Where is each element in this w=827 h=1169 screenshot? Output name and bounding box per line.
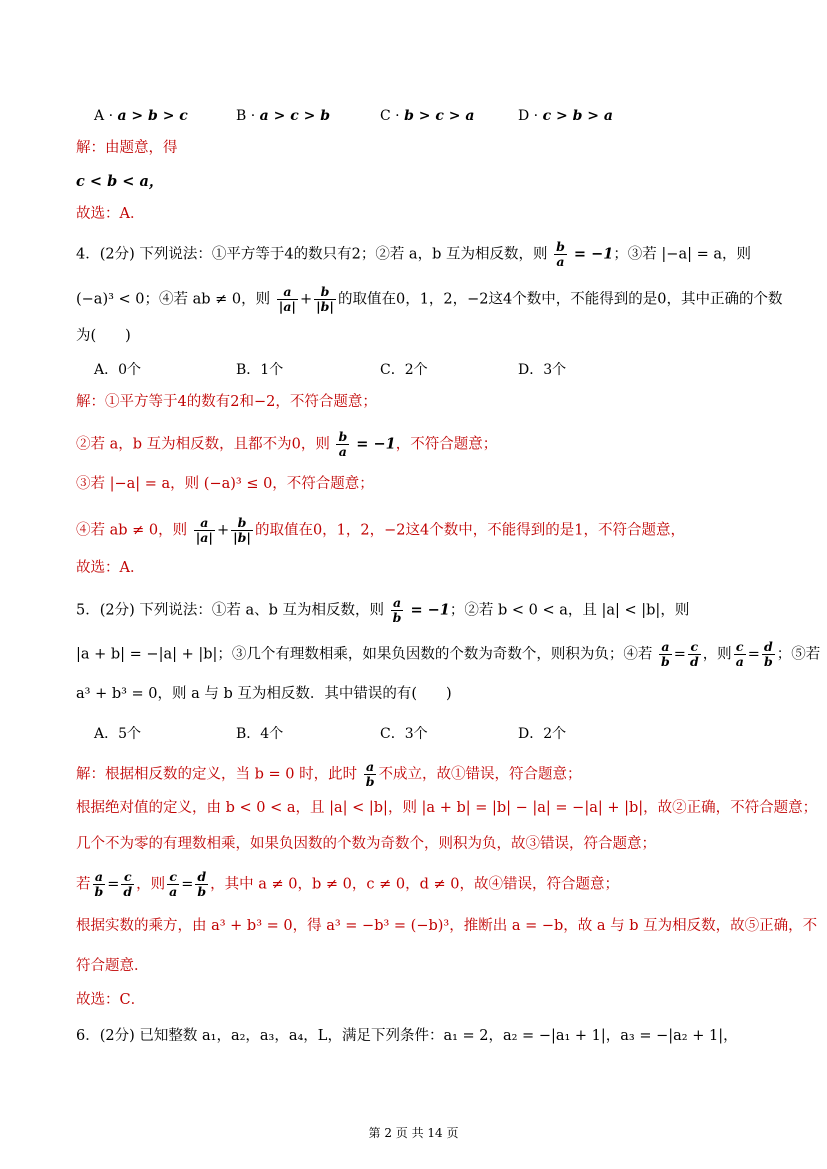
q5-solution-line4: 若 $\frac{a}{b}$ = $\frac{c}{d}$ ，则 $\frac{c}{a}$ = $\frac{d}{b}$ ，其中 a ≠ 0，b ≠ 0，c ≠ 0，d ≠ 0，故④错误，符合题意； xyxy=(76,869,619,899)
q5-answer: 故选：C． xyxy=(76,992,146,1008)
q5-solution-line5: 根据实数的乘方，由 a³ + b³ = 0，得 a³ = −b³ = (−b)³，推断出 a = −b，故 a 与 b 互为相反数，故⑤正确，不 xyxy=(76,918,818,934)
q5-solution-line1: 解：根据相反数的定义，当 b = 0 时，此时 $\frac{a}{b}$ 不成立，故①错误，符合题意； xyxy=(76,759,582,789)
q3-answer: 故选：A． xyxy=(76,206,145,222)
q5-stem-line2: |a + b| = −|a| + |b|；③几个有理数相乘，如果负因数的个数为奇数个，则积为负；④若 $\frac{a}{b}$ = $\frac{c}{d}$ ，则 $\frac{c}{a}$ = $\frac{d}{b}$ ；⑤若 xyxy=(76,639,821,669)
q5-solution-line6: 符合题意． xyxy=(76,958,149,974)
q4-option-b: B．1个 xyxy=(236,362,284,378)
q6-stem-line1: 6．(2分) 已知整数 a₁，a₂，a₃，a₄，L，满足下列条件：a₁ = 2，a₂ = −|a₁ + 1|，a₃ = −|a₂ + 1|， xyxy=(76,1028,738,1044)
q4-option-c: C．2个 xyxy=(380,362,428,378)
fraction-c-over-a-sol: $\frac{c}{a}$ xyxy=(169,869,178,899)
q4-stem-line1: 4．(2分) 下列说法：①平方等于4的数只有2；②若 a，b 互为相反数，则 $\frac{b}{a}$ = −1；③若 |−a| = a，则 xyxy=(76,239,751,269)
q5-option-c: C．3个 xyxy=(380,726,428,742)
q4-solution-line2: ②若 a，b 互为相反数，且都不为0，则 $\frac{b}{a}$ = −1，不符合题意； xyxy=(76,429,498,459)
q4-option-d: D．3个 xyxy=(518,362,567,378)
fraction-b-over-a-sol: $\frac{b}{a}$ xyxy=(338,429,348,459)
q4-stem-line3: 为( ) xyxy=(76,328,131,344)
q4-option-a: A．0个 xyxy=(94,362,142,378)
fraction-c-over-a: $\frac{c}{a}$ xyxy=(735,639,744,669)
fraction-d-over-b: $\frac{d}{b}$ xyxy=(763,639,773,669)
q4-solution-line4: ④若 ab ≠ 0，则 $\frac{a}{|a|}$ + $\frac{b}{|b|}$ 的取值在0，1，2，−2这4个数中，不能得到的是1，不符合题意， xyxy=(76,515,685,545)
fraction-a-over-abs-a-sol: $\frac{a}{|a|}$ xyxy=(195,515,213,545)
fraction-a-over-b-sol2: $\frac{a}{b}$ xyxy=(94,869,104,899)
fraction-a-over-abs-a: $\frac{a}{|a|}$ xyxy=(278,284,296,314)
fraction-d-over-b-sol: $\frac{d}{b}$ xyxy=(197,869,207,899)
q5-option-d: D．2个 xyxy=(518,726,567,742)
q5-option-b: B．4个 xyxy=(236,726,284,742)
q5-option-a: A．5个 xyxy=(94,726,142,742)
q3-solution-line1: 解：由题意，得 xyxy=(76,140,178,156)
q4-stem-line2: (−a)³ < 0；④若 ab ≠ 0，则 $\frac{a}{|a|}$ + $\frac{b}{|b|}$ 的取值在0，1，2，−2这4个数中，不能得到的是0，其中正确的个数 xyxy=(76,284,783,314)
q3-option-a: A · a > b > c xyxy=(94,108,188,124)
q4-solution-line1: 解：①平方等于4的数有2和−2，不符合题意； xyxy=(76,394,377,410)
fraction-c-over-d: $\frac{c}{d}$ xyxy=(689,639,699,669)
fraction-b-over-a: $\frac{b}{a}$ xyxy=(556,239,565,269)
fraction-c-over-d-sol: $\frac{c}{d}$ xyxy=(123,869,133,899)
fraction-b-over-abs-b-sol: $\frac{b}{|b|}$ xyxy=(233,515,251,545)
page-footer: 第 2 页 共 14 页 xyxy=(368,1126,459,1140)
fraction-a-over-b-sol: $\frac{a}{b}$ xyxy=(365,759,375,789)
q5-stem-line3: a³ + b³ = 0，则 a 与 b 互为相反数．其中错误的有( ) xyxy=(76,686,452,702)
q3-solution-line2: c < b < a， xyxy=(76,173,164,190)
q5-solution-line2: 根据绝对值的定义，由 b < 0 < a，且 |a| < |b|，则 |a + b| = |b| − |a| = −|a| + |b|，故②正确，不符合题意； xyxy=(76,800,818,816)
fraction-a-over-b-2: $\frac{a}{b}$ xyxy=(661,639,670,669)
q5-solution-line3: 几个不为零的有理数相乘，如果负因数的个数为奇数个，则积为负，故③错误，符合题意； xyxy=(76,836,656,852)
q4-solution-line3: ③若 |−a| = a，则 (−a)³ ≤ 0，不符合题意； xyxy=(76,476,374,492)
q4-answer: 故选：A． xyxy=(76,560,145,576)
q3-option-b: B · a > c > b xyxy=(236,108,330,124)
fraction-a-over-b: $\frac{a}{b}$ xyxy=(392,595,402,625)
q3-option-c: C · b > c > a xyxy=(380,108,475,124)
q5-stem-line1: 5．(2分) 下列说法：①若 a、b 互为相反数，则 $\frac{a}{b}$ = −1；②若 b < 0 < a，且 |a| < |b|，则 xyxy=(76,595,690,625)
fraction-b-over-abs-b: $\frac{b}{|b|}$ xyxy=(316,284,334,314)
q3-option-d: D · c > b > a xyxy=(518,108,613,124)
